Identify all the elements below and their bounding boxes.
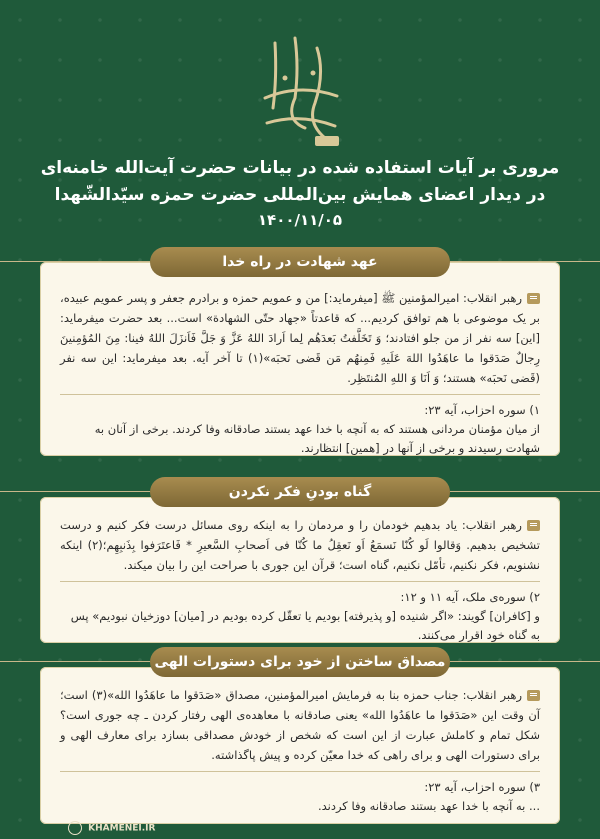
footer-brand [68, 821, 155, 835]
heading-line-2: در دیدار اعضای همایش بین‌المللی حضرت حمزه سیّدالشّهدا [54, 185, 546, 205]
section-body-3: رهبر انقلاب: جناب حمزه بنا به فرمایش امیرالمؤمنین، مصداق «صَدَقوا ما عاهَدُوا الله»(۳) است؛ آن وقت این «صَدَقوا ما عاهَدُوا الله» یعنی صادقانه با معاهده‌ی الهی رفتار کردن ـ چه جوری است؟ شکل تمام و کاملش عبارت از این است که شخص از خودش مصداقی بسازد برای معارف الهی و برای دستورات الهی و برای راهی که خدا معیّن کرده و پیش پاگذاشته. [60, 688, 540, 762]
section-body-2: رهبر انقلاب: یاد بدهیم خودمان را و مردمان را به اینکه روی مسائل درست فکر کنیم و درست تشخیص بدهیم. وَقالوا لَو کُنّا نَسمَعُ اَو نَعقِلُ ما کُنّا فی اَصحابِ السَّعیرِ * فَاعتَرَفوا بِذَنبِهِم؛(۲) اینکه نشنویم، فکر نکنیم، تأمّل نکنیم، گناه است؛ قرآن این جوری با صراحت این را بیان میکند. [60, 518, 540, 572]
calligraphy-logo [255, 28, 345, 153]
section-translation-2: و [کافران] گویند: «اگر شنیده [و پذیرفته] بودیم یا تعقّل کرده بودیم در [میان] دوزخیان نبودیم» پس به گناه خود اقرار می‌کنند. [70, 609, 540, 642]
section-title-2: گناه بودنِ فکر نکردن [150, 477, 450, 507]
section-ref-3: ۳) سوره احزاب، آیه ۲۳: [424, 780, 540, 794]
section-title-1: عهد شهادت در راه خدا [150, 247, 450, 277]
divider [60, 581, 540, 582]
section-ref-2: ۲) سوره‌ی ملک، آیه ۱۱ و ۱۲: [400, 590, 540, 604]
heading-line-1: مروری بر آیات استفاده شده در بیانات حضرت آیت‌الله خامنه‌ای [40, 158, 560, 178]
section-card-1 [40, 262, 560, 456]
quote-icon [527, 690, 540, 701]
section-translation-3: ... به آنچه با خدا عهد بستند صادقانه وفا کردند. [317, 799, 540, 813]
page-heading [40, 155, 560, 229]
site-name: KHAMENEI.IR [88, 823, 156, 834]
divider [60, 771, 540, 772]
quote-icon [527, 293, 540, 304]
section-ref-1: ۱) سوره احزاب، آیه ۲۳: [424, 403, 540, 417]
divider [60, 394, 540, 395]
heading-date: ۱۴۰۰/۱۱/۰۵ [257, 211, 343, 229]
section-title-3: مصداق ساختن از خود برای دستورات الهی [150, 647, 450, 677]
section-body-1: رهبر انقلاب: امیرالمؤمنین ﷺ [میفرماید:] من و عمویم حمزه و برادرم جعفر و پسر عمویم عبیده، بر یک موضوعی با هم توافق کردیم... که قاعدتاً «جهاد حتّی الشهادة» است... بعد حضرت میفرماید: [این] سه نفر از من جلو افتادند؛ وَ تَخَلَّفتُ بَعدَهُم لِما اَرادَ اللهُ عَزَّ وَ جَلَّ فَاَنزَلَ اللهُ فینا: مِنَ المُؤمِنینَ رِجالٌ صَدَقوا ما عاهَدُوا اللهَ عَلَیهِ فَمِنهُم مَن قَضی نَحبَه»(۱) تا آخر آیه. بعد میفرماید: این سه نفر (قَضی نَحبَه» هستند؛ وَ اَنَا وَ اللهِ المُنتَظِر. [60, 291, 540, 385]
section-card-2 [40, 497, 560, 643]
quote-icon [527, 520, 540, 531]
section-card-3 [40, 667, 560, 824]
section-translation-1: از میان مؤمنان مردانی هستند که به آنچه با خدا عهد بستند صادقانه وفا کردند. برخی از آنان به شهادت رسیدند و برخی از آنها در [همین] انتظارند. [94, 422, 540, 455]
site-logo-icon [68, 821, 82, 835]
